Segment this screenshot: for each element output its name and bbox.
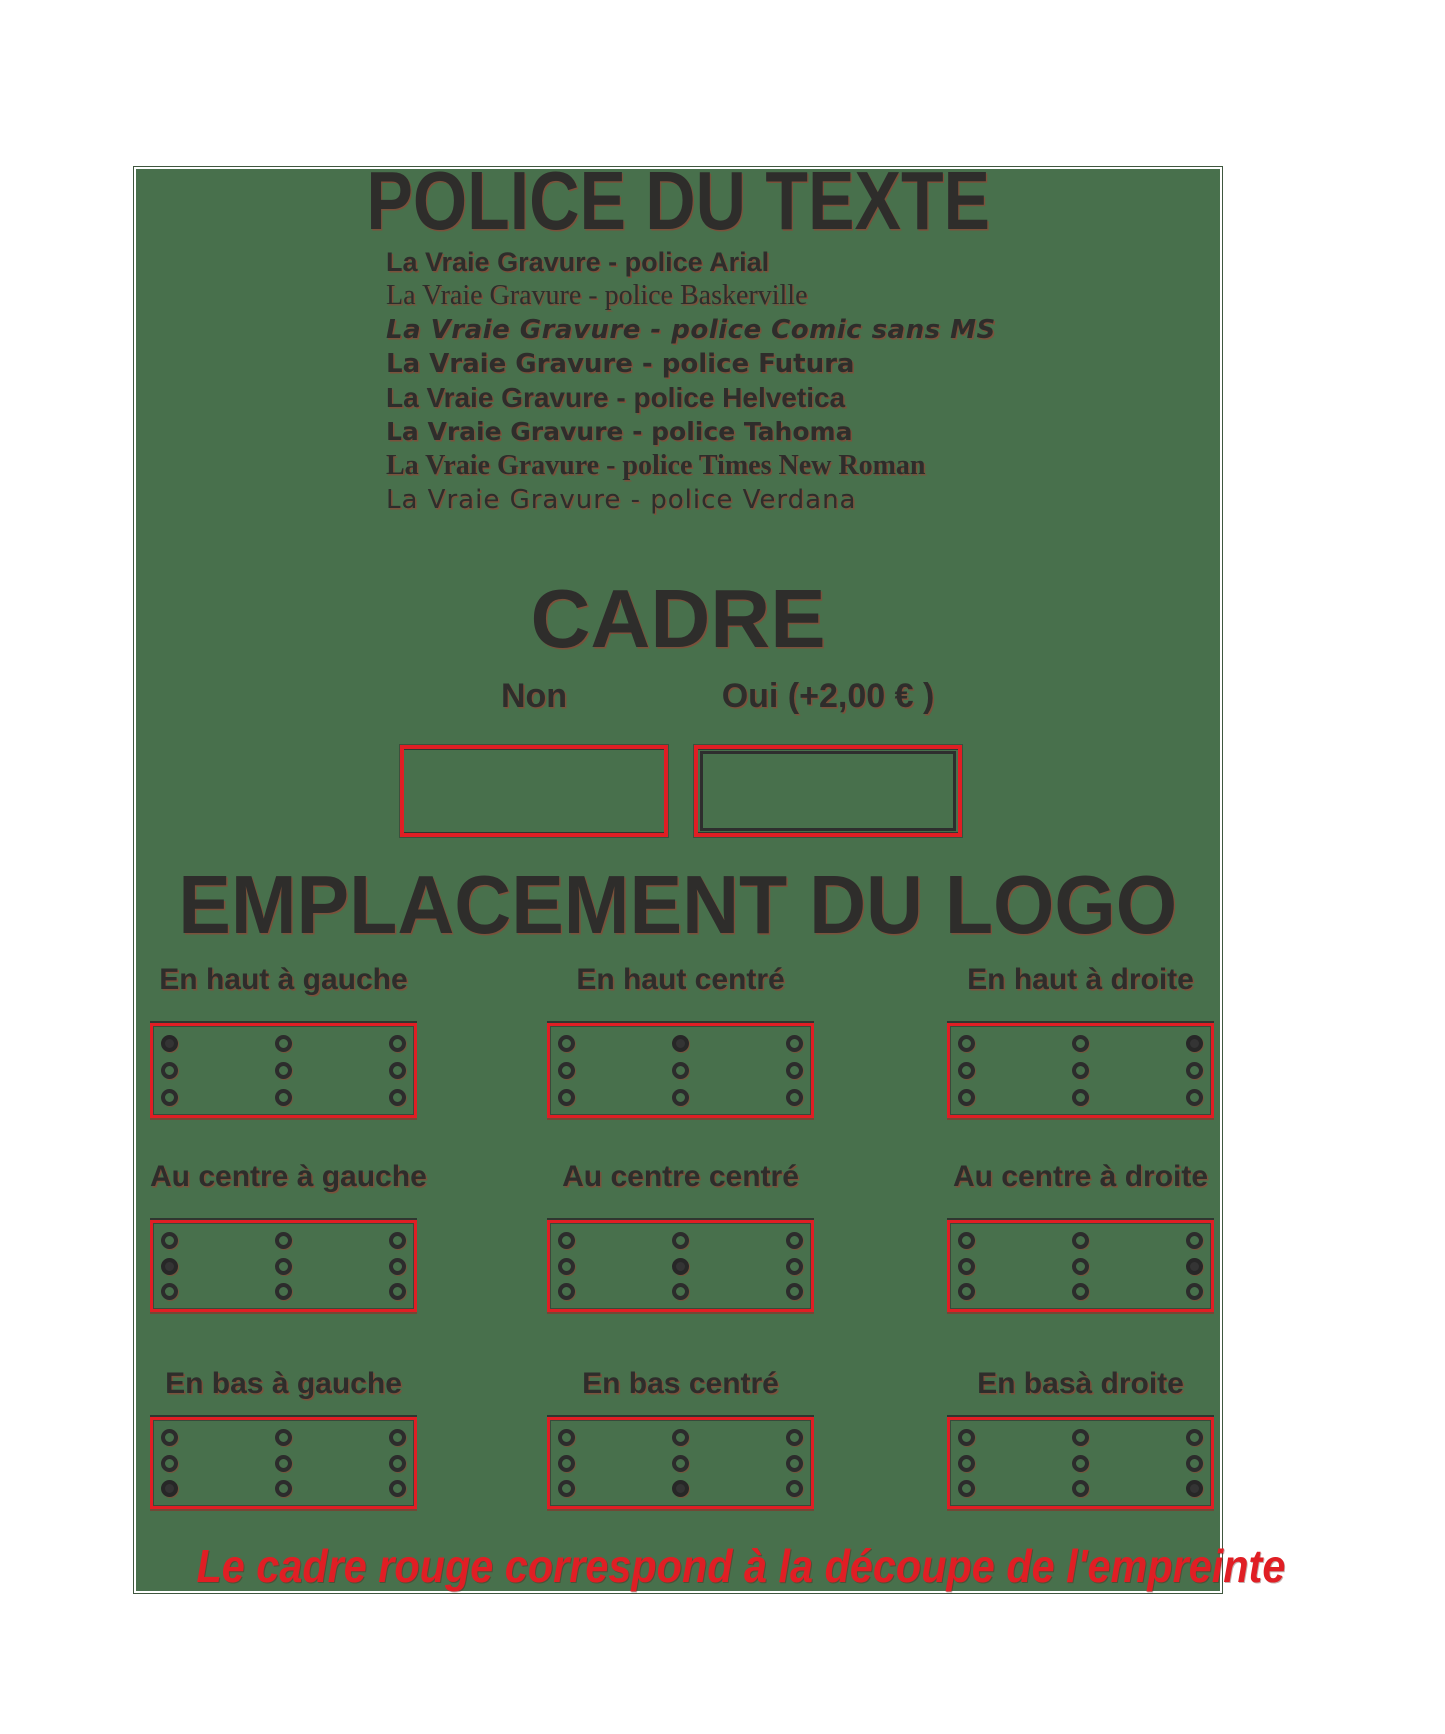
logo-position-marker <box>958 1035 975 1052</box>
logo-pos-label-middle-left: Au centre à gauche <box>150 1160 427 1193</box>
logo-position-marker <box>558 1232 575 1249</box>
logo-position-marker-filled <box>1186 1258 1203 1275</box>
logo-position-marker-filled <box>161 1480 178 1497</box>
logo-position-marker <box>558 1455 575 1472</box>
logo-position-marker <box>389 1232 406 1249</box>
logo-position-marker <box>958 1283 975 1300</box>
font-sample-comic-sans: La Vraie Gravure - police Comic sans MS <box>386 315 996 345</box>
logo-position-marker <box>786 1062 803 1079</box>
font-sample-times: La Vraie Gravure - police Times New Roman <box>386 450 926 481</box>
board <box>136 154 1286 1592</box>
logo-position-marker <box>275 1429 292 1446</box>
footer-note <box>136 1540 1286 1592</box>
logo-position-marker-filled <box>672 1480 689 1497</box>
logo-position-marker <box>1072 1283 1089 1300</box>
logo-position-marker <box>389 1258 406 1275</box>
logo-position-marker-filled <box>1186 1035 1203 1052</box>
logo-position-marker <box>958 1232 975 1249</box>
logo-pos-option-middle-left[interactable] <box>150 1220 417 1312</box>
logo-position-marker <box>389 1283 406 1300</box>
logo-position-marker <box>558 1062 575 1079</box>
logo-pos-label-bottom-left: En bas à gauche <box>165 1367 402 1400</box>
logo-position-marker <box>161 1455 178 1472</box>
logo-position-marker <box>786 1480 803 1497</box>
logo-pos-label-top-left: En haut à gauche <box>159 963 408 996</box>
logo-position-marker <box>558 1258 575 1275</box>
board-outline <box>133 154 1286 1594</box>
logo-pos-label-top-right: En haut à droite <box>967 963 1194 996</box>
logo-position-marker <box>558 1480 575 1497</box>
font-sample-helvetica: La Vraie Gravure - police Helvetica <box>386 382 846 413</box>
logo-position-marker-filled <box>161 1258 178 1275</box>
logo-position-marker <box>389 1480 406 1497</box>
logo-position-marker <box>275 1232 292 1249</box>
logo-position-marker <box>275 1480 292 1497</box>
logo-position-marker-filled <box>672 1035 689 1052</box>
logo-position-marker <box>786 1283 803 1300</box>
logo-position-marker <box>1186 1089 1203 1106</box>
logo-position-marker <box>1186 1455 1203 1472</box>
font-sample-tahoma: La Vraie Gravure - police Tahoma <box>386 417 853 446</box>
logo-position-marker-filled <box>161 1035 178 1052</box>
logo-pos-label-bottom-center: En bas centré <box>582 1367 779 1400</box>
logo-position-marker-filled <box>672 1258 689 1275</box>
logo-pos-label-bottom-right: En basà droite <box>977 1367 1184 1400</box>
logo-position-marker <box>672 1232 689 1249</box>
logo-position-marker <box>958 1429 975 1446</box>
logo-position-marker <box>558 1283 575 1300</box>
cadre-engraved-frame-preview <box>700 751 956 831</box>
logo-position-marker <box>275 1455 292 1472</box>
section-title-police-text: POLICE DU TEXTE <box>366 154 990 247</box>
logo-pos-label-top-center: En haut centré <box>576 963 785 996</box>
cadre-option-no-label: Non <box>500 677 568 715</box>
logo-position-marker <box>275 1283 292 1300</box>
logo-position-marker <box>1072 1062 1089 1079</box>
logo-pos-label-middle-right: Au centre à droite <box>952 1160 1209 1193</box>
logo-position-marker <box>786 1035 803 1052</box>
logo-position-marker <box>958 1455 975 1472</box>
logo-position-marker <box>1072 1089 1089 1106</box>
logo-position-marker <box>1186 1283 1203 1300</box>
logo-pos-option-middle-right[interactable] <box>947 1220 1214 1312</box>
cadre-option-yes-box[interactable] <box>694 745 962 837</box>
logo-position-marker <box>389 1035 406 1052</box>
logo-position-marker <box>389 1455 406 1472</box>
logo-position-marker <box>672 1062 689 1079</box>
logo-position-marker <box>672 1429 689 1446</box>
section-title-police <box>136 154 1220 247</box>
logo-position-marker <box>786 1455 803 1472</box>
section-title-cadre <box>136 572 1220 665</box>
cadre-option-no-box[interactable] <box>400 745 668 837</box>
logo-pos-option-bottom-center[interactable] <box>547 1417 814 1509</box>
logo-position-marker <box>1186 1232 1203 1249</box>
logo-position-marker <box>958 1089 975 1106</box>
footer-note-text: Le cadre rouge correspond à la découpe de l'empreinte <box>196 1540 1286 1592</box>
logo-position-marker <box>275 1089 292 1106</box>
logo-position-marker <box>389 1089 406 1106</box>
logo-position-marker <box>1072 1480 1089 1497</box>
logo-position-marker <box>786 1232 803 1249</box>
logo-position-marker <box>275 1035 292 1052</box>
logo-position-marker <box>1072 1455 1089 1472</box>
logo-position-marker <box>161 1232 178 1249</box>
logo-position-marker <box>558 1035 575 1052</box>
logo-pos-option-top-left[interactable] <box>150 1023 417 1118</box>
font-sample-arial: La Vraie Gravure - police Arial <box>386 247 770 277</box>
logo-pos-option-bottom-left[interactable] <box>150 1417 417 1509</box>
section-title-logo <box>136 858 1220 951</box>
logo-position-marker <box>161 1062 178 1079</box>
logo-position-marker <box>958 1258 975 1275</box>
logo-position-marker <box>672 1455 689 1472</box>
logo-position-marker <box>389 1429 406 1446</box>
logo-position-marker <box>672 1089 689 1106</box>
font-sample-list <box>386 245 996 517</box>
logo-position-marker <box>958 1062 975 1079</box>
logo-pos-option-top-center[interactable] <box>547 1023 814 1118</box>
logo-pos-option-top-right[interactable] <box>947 1023 1214 1118</box>
logo-position-marker <box>1186 1429 1203 1446</box>
logo-position-marker <box>275 1258 292 1275</box>
font-sample-baskerville: La Vraie Gravure - police Baskerville <box>386 280 808 311</box>
logo-position-marker <box>161 1283 178 1300</box>
logo-position-marker <box>958 1480 975 1497</box>
logo-pos-option-middle-center[interactable] <box>547 1220 814 1312</box>
logo-position-marker-filled <box>1186 1480 1203 1497</box>
section-title-cadre-text: CADRE <box>530 572 826 665</box>
logo-position-marker <box>1072 1232 1089 1249</box>
logo-position-marker <box>672 1283 689 1300</box>
logo-position-marker <box>389 1062 406 1079</box>
logo-pos-option-bottom-right[interactable] <box>947 1417 1214 1509</box>
logo-position-marker <box>786 1258 803 1275</box>
logo-position-marker <box>161 1089 178 1106</box>
section-title-logo-text: EMPLACEMENT DU LOGO <box>178 858 1178 951</box>
logo-position-marker <box>1186 1062 1203 1079</box>
logo-position-marker <box>786 1429 803 1446</box>
logo-position-marker <box>161 1429 178 1446</box>
logo-position-marker <box>1072 1429 1089 1446</box>
font-sample-futura: La Vraie Gravure - police Futura <box>386 349 855 379</box>
logo-position-marker <box>558 1429 575 1446</box>
logo-position-marker <box>1072 1035 1089 1052</box>
logo-position-marker <box>786 1089 803 1106</box>
logo-pos-label-middle-center: Au centre centré <box>562 1160 799 1193</box>
cadre-option-yes-label: Oui (+2,00 € ) <box>721 677 935 715</box>
font-sample-verdana: La Vraie Gravure - police Verdana <box>386 485 857 515</box>
logo-position-marker <box>1072 1258 1089 1275</box>
logo-position-marker <box>275 1062 292 1079</box>
logo-position-marker <box>558 1089 575 1106</box>
